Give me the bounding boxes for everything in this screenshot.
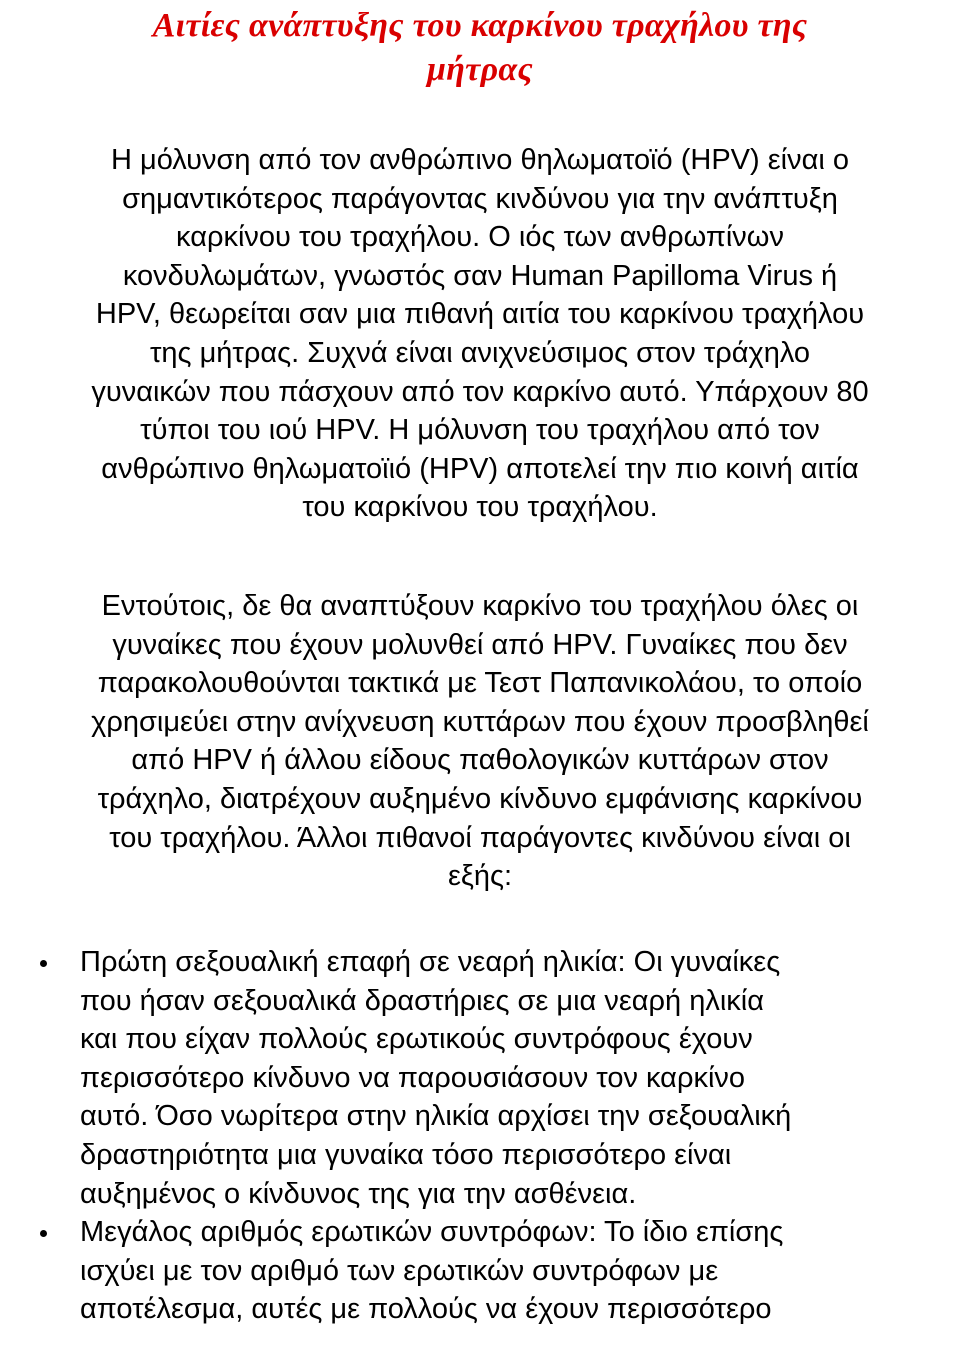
list-item-line: που ήσαν σεξουαλικά δραστήριες σε μια νεαρή ηλικία [80,984,764,1017]
list-item-line: αυτό. Όσο νωρίτερα στην ηλικία αρχίσει την σεξουαλική [80,1100,792,1133]
paragraph-line: από HPV ή άλλου είδους παθολογικών κυττάρων στον [131,744,829,777]
paragraph-risk-factors [0,587,960,896]
paragraph-line: τύποι του ιού HPV. Η μόλυνση του τραχήλου από τον [140,414,820,447]
paragraph-line: καρκίνου του τραχήλου. Ο ιός των ανθρωπίνων [176,221,784,254]
list-item-line: αυξημένος ο κίνδυνος της για την ασθένεια. [80,1177,637,1210]
paragraph-line: του καρκίνου του τραχήλου. [302,491,658,524]
paragraph-line: κονδυλωμάτων, γνωστός σαν Human Papilloma Virus ή [122,259,838,292]
list-item [0,1213,960,1329]
title-line: μήτρας [427,51,533,88]
paragraph-line: Εντούτοις, δε θα αναπτύξουν καρκίνο του τραχήλου όλες οι [101,590,859,622]
list-item-line: Πρώτη σεξουαλική επαφή σε νεαρή ηλικία: Οι γυναίκες [80,946,781,978]
list-item-line: αποτέλεσμα, αυτές με πολλούς να έχουν περισσότερο [80,1293,772,1326]
paragraph-line: χρησιμεύει στην ανίχνευση κυττάρων που έχουν προσβληθεί [91,705,869,738]
paragraph-line: γυναίκες που έχουν μολυνθεί από HPV. Γυναίκες που δεν [112,628,848,661]
list-item-line: περισσότερο κίνδυνο να παρουσιάσουν τον καρκίνο [80,1061,746,1094]
paragraph-line: τράχηλο, διατρέχουν αυξημένο κίνδυνο εμφάνισης καρκίνου [97,782,863,815]
list-item-line: και που είχαν πολλούς ερωτικούς συντρόφους έχουν [80,1023,753,1056]
paragraph-line: HPV, θεωρείται σαν μια πιθανή αιτία του καρκίνου τραχήλου [95,298,865,331]
list-item-line: Μεγάλος αριθμός ερωτικών συντρόφων: Το ίδιο επίσης [80,1216,784,1249]
paragraph-line: του τραχήλου. Άλλοι πιθανοί παράγοντες κινδύνου είναι οι [109,821,851,854]
title-line: Αιτίες ανάπτυξης του καρκίνου τραχήλου της [152,7,808,44]
bullet-icon [40,960,47,967]
list-item-line: δραστηριότητα μια γυναίκα τόσο περισσότερο είναι [80,1138,732,1171]
paragraph-line: Η μόλυνση από τον ανθρώπινο θηλωματοϊό (HPV) είναι ο [111,144,849,176]
page-title [0,4,960,92]
paragraph-line: της μήτρας. Συχνά είναι ανιχνεύσιμος στον τράχηλο [149,336,811,369]
paragraph-line: γυναικών που πάσχουν από τον καρκίνο αυτό. Υπάρχουν 80 [91,375,869,408]
paragraph-line: σημαντικότερος παράγοντας κινδύνου για την ανάπτυξη [122,182,838,215]
list-item-line: ισχύει με τον αριθμό των ερωτικών συντρόφων με [80,1254,719,1287]
list-item [0,943,960,1213]
paragraph-hpv-intro [0,141,960,527]
paragraph-line: ανθρώπινο θηλωματοϊιό (HPV) αποτελεί την πιο κοινή αιτία [101,452,859,485]
paragraph-line: εξής: [447,860,513,893]
paragraph-line: παρακολουθούνται τακτικά με Τεστ Παπανικολάου, το οποίο [97,667,863,700]
bullet-icon [40,1230,47,1237]
risk-factor-list [0,943,960,1329]
